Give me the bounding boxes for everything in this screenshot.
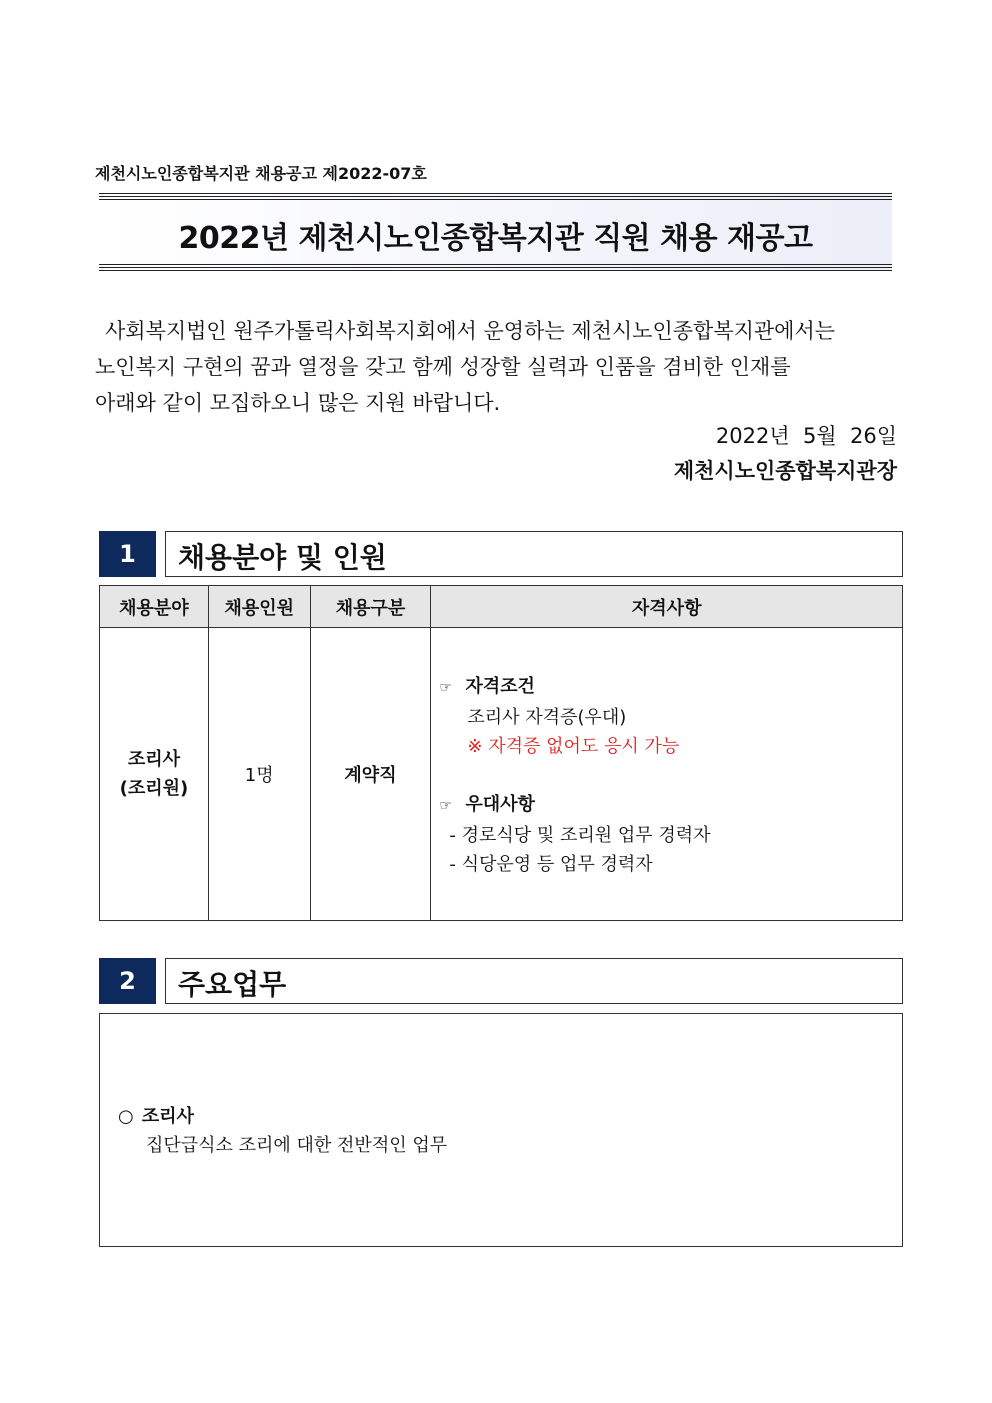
field-line-2: (조리원) — [119, 778, 189, 799]
notice-number: 제천시노인종합복지관 채용공고 제2022-07호 — [95, 164, 427, 183]
duties-box — [99, 1013, 903, 1247]
section-2-number: 2 — [99, 958, 156, 1004]
pref-item: - 식당운영 등 업무 경력자 — [449, 854, 653, 875]
intro-line-1: 사회복지법인 원주가톨릭사회복지회에서 운영하는 제천시노인종합복지관에서는 — [105, 319, 836, 343]
section-1-number: 1 — [99, 531, 156, 577]
cell-qualification — [431, 628, 903, 921]
field-line-1: 조리사 — [127, 749, 180, 770]
table-header-row — [100, 586, 903, 628]
intro-line-2: 노인복지 구현의 꿈과 열정을 갖고 함께 성장할 실력과 인품을 겸비한 인재를 — [95, 355, 791, 379]
circle-bullet-icon: ○ — [118, 1106, 134, 1127]
pref-item: - 경로식당 및 조리원 업무 경력자 — [449, 825, 711, 846]
section-2-title-box — [165, 958, 903, 1004]
duty-title: 조리사 — [141, 1106, 194, 1127]
duty-description: 집단급식소 조리에 대한 전반적인 업무 — [146, 1135, 448, 1156]
table-row — [100, 628, 903, 921]
qual-cert: 조리사 자격증(우대) — [467, 707, 627, 728]
col-header-count: 채용인원 — [208, 586, 310, 628]
page-title: 2022년 제천시노인종합복지관 직원 채용 재공고 — [178, 221, 813, 256]
section-1-header — [99, 531, 903, 577]
intro-paragraph — [95, 313, 898, 421]
pointing-hand-icon: ☞ — [439, 798, 452, 814]
cell-field — [100, 628, 209, 921]
cell-type: 계약직 — [310, 628, 431, 921]
section-2-title: 주요업무 — [178, 968, 287, 1001]
notice-date: 2022년 5월 26일 — [715, 424, 897, 448]
pref-head: 우대사항 — [465, 794, 535, 815]
title-banner — [99, 193, 892, 271]
col-header-field: 채용분야 — [100, 586, 209, 628]
section-1-title-box — [165, 531, 903, 577]
section-1-title: 채용분야 및 인원 — [178, 541, 387, 574]
section-2-header — [99, 958, 903, 1004]
duty-heading — [118, 1102, 194, 1128]
qual-head: 자격조건 — [465, 676, 535, 697]
col-header-qualification: 자격사항 — [431, 586, 903, 628]
col-header-type: 채용구분 — [310, 586, 431, 628]
pointing-hand-icon: ☞ — [439, 680, 452, 696]
signer: 제천시노인종합복지관장 — [673, 459, 897, 483]
intro-line-3: 아래와 같이 모집하오니 많은 지원 바랍니다. — [95, 391, 501, 415]
qual-note: ※ 자격증 없어도 응시 가능 — [467, 736, 680, 757]
recruitment-table — [99, 585, 903, 921]
cell-count: 1명 — [208, 628, 310, 921]
